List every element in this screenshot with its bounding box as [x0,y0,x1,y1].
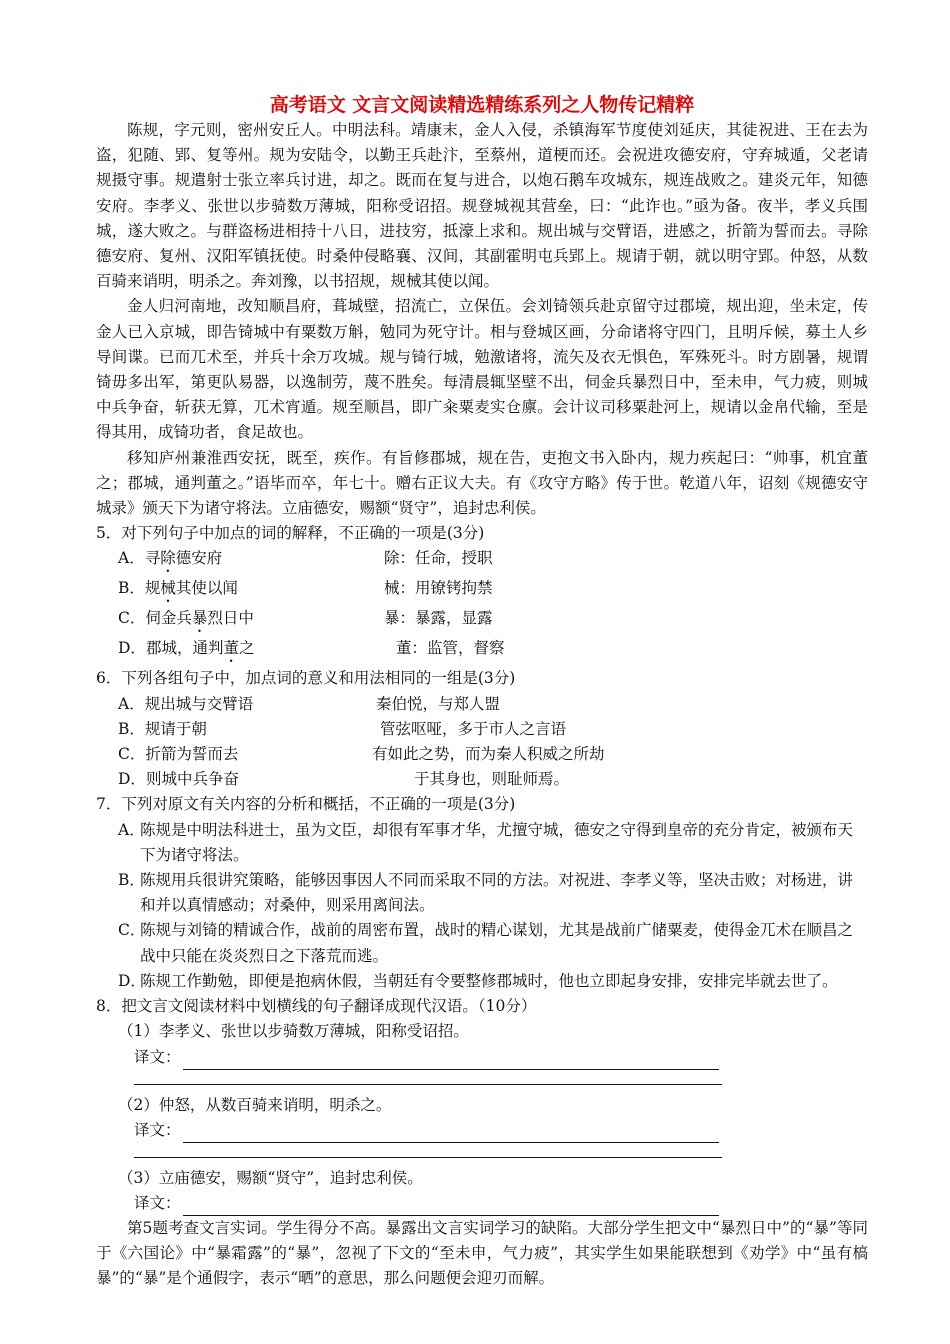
option-left: 规出城与交臂语 [144,694,254,713]
item-number: （1） [118,1022,159,1041]
passage-paragraph-2: 金人归河南地，改知顺昌府，葺城壁，招流亡，立保伍。会刘锜领兵赴京留守过郡境，规出迎，坐未定，传金人已入京城，即告锜城中有粟数万斛，勉同为死守计。相与登城区画，分命诸将守四门，且明斥候，募土人乡导间谍。已而兀术至，并兵十余万攻城。规与锜行城，勉激诸将，流矢及衣无惧色，军殊死斗。时方剧暑，规谓锜毋多出军，第更队易器，以逸制劳，蔑不胜矣。每清晨辄坚壁不出，伺金兵暴烈日中，至未申，气力疲，则城中兵争奋，斩获无算，兀术宵遁。规至顺昌，即广籴粟麦实仓廪。会计议司移粟赴河上，规请以金帛代输，至是得其用，成锜功者，食足故也。 [96,297,868,442]
question-5-option-d [96,636,868,666]
option-text-post: 其使以闻 [175,579,238,598]
question-7-stem: 7．下列对原文有关内容的分析和概括，不正确的一项是(3分) [96,795,516,814]
option-key: C． [118,745,146,764]
answer-label: 译文： [134,1120,181,1139]
answer-blank[interactable] [183,1197,719,1216]
option-text-pre: 伺金兵 [145,609,192,628]
answer-label: 译文： [134,1193,181,1212]
question-7-option-a [96,818,868,868]
commentary-paragraph: 第5题考查文言实词。学生得分不高。暴露出文言实词学习的缺陷。大部分学生把文中“暴烈日中”的“暴”等同于《六国论》中“暴霜露”的“暴”，忽视了下文的“至未申，气力疲”，其实学生如果能联想到《劝学》中“虽有槁暴”的“暴”是个通假字，表示“晒”的意思，那么问题便会迎刃而解。 [96,1218,868,1288]
dotted-word: 暴 [191,609,208,628]
option-key: D． [118,770,146,789]
question-6-option-d [96,767,868,792]
option-right: 管弦呕哑，多于市人之言语 [380,719,567,738]
option-key: B． [118,579,145,598]
answer-blank[interactable] [183,1051,719,1070]
question-6-option-a [96,692,868,717]
question-8-item-1 [96,1019,868,1044]
answer-label: 译文： [134,1047,181,1066]
option-text-post: 德安府 [175,549,223,568]
option-gloss: 暴：暴露，显露 [384,609,493,628]
option-gloss: 械：用镣铐拘禁 [384,579,493,598]
answer-blank-extra[interactable] [134,1143,722,1158]
question-5-option-c [96,606,868,636]
dotted-word: 董 [223,639,239,658]
option-right: 有如此之势，而为秦人积威之所劫 [372,745,605,764]
item-text: 仲怒，从数百骑来诮明，明杀之。 [158,1095,392,1114]
option-text: 陈规与刘锜的精诚合作，战前的周密布置，战时的精心谋划，尤其是战前广储粟麦，使得金兀术在顺昌之战中只能在炎炎烈日之下落荒而逃。 [140,921,854,965]
answer-line-3[interactable] [96,1191,868,1216]
passage-paragraph-1: 陈规，字元则，密州安丘人。中明法科。靖康末，金人入侵，杀镇海军节度使刘延庆，其徒祝进、王在去为盗，犯随、郢、复等州。规为安陆令，以勤王兵赴汴，至蔡州，道梗而还。会祝进攻德安府，守弃城遁，父老请规摄守事。规遣射士张立率兵讨进，却之。既而在复与进合，以炮石鹅车攻城东，规连战败之。建炎元年，知德安府。李孝义、张世以步骑数万薄城，阳称受诏招。规登城视其营垒，曰：“此诈也。”亟为备。夜半，孝义兵围城，遂大败之。与群盗杨进相持十八日，进技穷，抵濠上求和。规出城与交臂语，进感之，折箭为誓而去。寻除德安府、复州、汉阳军镇抚使。时桑仲侵略襄、汉间，其副霍明屯兵郢上。规请于朝，就以明守郢。仲怒，从数百骑来诮明，明杀之。奔刘豫，以书招规，规械其使以闻。 [96,121,868,291]
option-key: B． [118,719,145,738]
option-text-pre: 规 [144,579,161,598]
question-5-stem: 5．对下列句子中加点的词的解释，不正确的一项是(3分) [96,524,485,543]
question-7-option-d [96,969,868,994]
question-5-option-a [96,546,868,576]
question-6-option-c [96,742,868,767]
option-right: 秦伯悦，与郑人盟 [376,694,501,713]
answer-blank-extra[interactable] [134,1070,722,1085]
option-key: C． [118,609,146,628]
question-7-option-b [96,868,868,918]
answer-blank[interactable] [183,1124,719,1143]
question-8-stem: 8．把文言文阅读材料中划横线的句子翻译成现代汉语。（10分） [96,997,537,1016]
item-text: 李孝义、张世以步骑数万薄城，阳称受诏招。 [158,1022,469,1041]
option-left: 则城中兵争奋 [145,770,239,789]
question-6-stem: 6．下列各组句子中，加点词的意义和用法相同的一组是(3分) [96,669,516,688]
option-text-pre: 郡城，通判 [145,639,224,658]
option-left: 折箭为誓而去 [145,745,239,764]
option-gloss: 董：监管，督察 [396,639,505,658]
option-text-post: 之 [238,639,255,658]
option-key: A． [118,549,145,568]
question-6-option-b [96,717,868,742]
passage-paragraph-3: 移知庐州兼淮西安抚，既至，疾作。有旨修郡城，规在告，吏抱文书入卧内，规力疾起曰：“帅事，机宜董之；郡城，通判董之。”语毕而卒，年七十。赠右正议大夫。有《攻守方略》传于世。乾道八年，诏刻《规德安守城录》颁天下为诸守将法。立庙德安，赐额“贤守”，追封忠利侯。 [96,448,868,518]
item-text: 立庙德安，赐额“贤守”，追封忠利侯。 [158,1168,423,1187]
option-text-post: 烈日中 [207,609,254,628]
question-5-option-b [96,576,868,606]
answer-line-2[interactable] [96,1118,868,1143]
option-text: 陈规工作勤勉，即便是抱病休假，当朝廷有令要整修郡城时，他也立即起身安排，安排完毕就去世了。 [140,971,838,990]
question-8-item-2 [96,1093,868,1118]
answer-line-1[interactable] [96,1045,868,1070]
page-title: 高考语文 文言文阅读精选精练系列之人物传记精粹 [269,94,695,116]
option-key: D． [118,639,146,658]
item-number: （2） [118,1095,159,1114]
option-key: A． [118,694,145,713]
option-text-pre: 寻 [144,549,161,568]
dotted-word: 械 [160,579,176,598]
option-key: A． [118,820,145,839]
question-8-item-3 [96,1166,868,1191]
option-text: 陈规用兵很讲究策略，能够因事因人不同而采取不同的方法。对祝进、李孝义等，坚决击败；对杨进，讲和并以真情感动；对桑仲，则采用离间法。 [140,871,854,915]
option-text: 陈规是中明法科进士，虽为文臣，却很有军事才华，尤擅守城，德安之守得到皇帝的充分肯定，被颁布天下为诸守将法。 [140,820,854,864]
option-right: 于其身也，则耻师焉。 [414,770,570,789]
option-key: B． [118,871,145,890]
option-left: 规请于朝 [144,719,207,738]
option-gloss: 除：任命，授职 [384,549,493,568]
option-key: C． [118,921,146,940]
option-key: D． [118,971,146,990]
question-7-option-c [96,918,868,968]
item-number: （3） [118,1168,159,1187]
dotted-word: 除 [160,549,176,568]
